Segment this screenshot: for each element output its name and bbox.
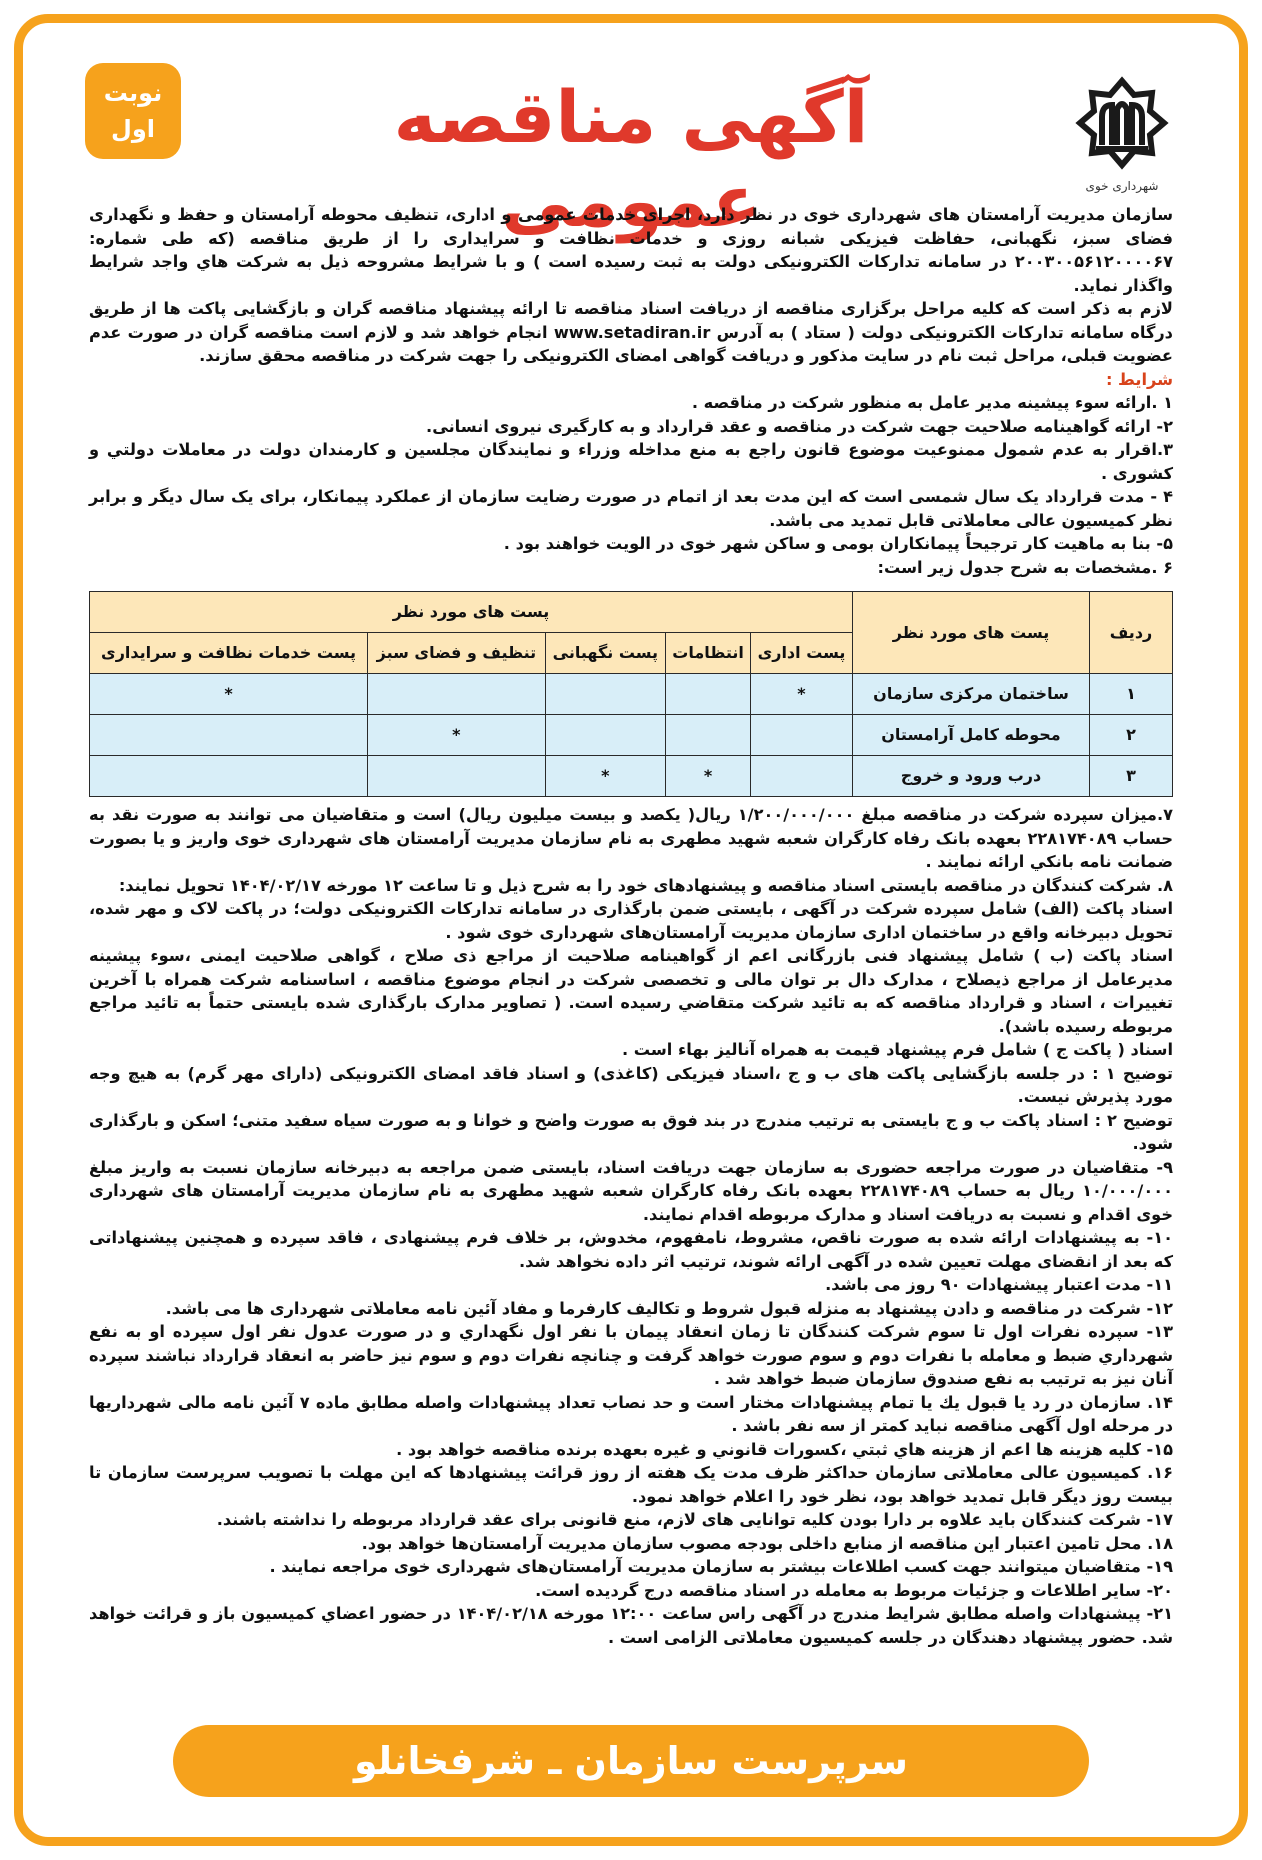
header-office-post: پست اداری [750, 633, 852, 674]
conditions-heading: شرایط : [1105, 369, 1173, 389]
condition-item: ۱۸. محل تامین اعتبار این مناقصه از منابع داخلی بودجه مصوب سازمان مدیریت آرامستان‌ها خواهد بود. [361, 1533, 1173, 1553]
condition-item: ۱۷- شرکت کنندگان باید علاوه بر دارا بودن کلیه توانایی های لازم، منع قانونی برای عقد قرارداد مربوطه را نداشته باشند. [216, 1510, 1173, 1529]
row-location: ساختمان مرکزی سازمان [853, 674, 1090, 715]
notice-body [89, 203, 1173, 1649]
row-location: محوطه کامل آرامستان [853, 715, 1090, 756]
row-cell [750, 715, 852, 756]
condition-item: اسناد ( پاکت ج ) شامل فرم پیشنهاد قیمت به همراه آنالیز بهاء است . [621, 1040, 1173, 1059]
condition-item: ۶ .مشخصات به شرح جدول زیر است: [877, 557, 1173, 577]
condition-item: ۱۴. سازمان در رد یا قبول یك یا تمام پیشنهادات مختار است و حد نصاب تعداد پیشنهادات واصله مطابق ماده ۷ آئین نامه مالی شهرداریها در مرحله اول آگهی مناقصه نباید کمتر از سه نفر باشد . [89, 1392, 1173, 1435]
table-header-row [90, 592, 1173, 633]
row-cell: * [750, 674, 852, 715]
condition-item: ۱۳- سپرده نفرات اول تا سوم شرکت کنندگان تا زمان انعقاد پیمان با نفر اول نگهداري و در صورت عدول نفر اول سپرده او به نفع شهرداري ضبط و معامله با نفرات دوم و سوم صورت خواهد گرفت و چنانچه نفرات دوم و سوم نیز حاضر به انعقاد قرارداد نباشند سپرده آنان نیز به ترتیب به نفع صندوق سازمان ضبط خواهد شد . [89, 1322, 1173, 1388]
condition-item: ۱۶. کمیسیون عالی معاملاتی سازمان حداکثر ظرف مدت یک هفته از روز قرائت پیشنهادها که این مهلت با تصویب سرپرست سازمان تا بیست روز دیگر قابل تمدید خواهد بود، نظر خود را اعلام خواهد نمود. [89, 1463, 1173, 1506]
table-row [90, 756, 1173, 797]
notice-title: آگهی مناقصه عمومی [393, 75, 869, 243]
badge-line-2: اول [111, 115, 155, 143]
condition-item: ۸. شرکت کنندگان در مناقصه بایستی اسناد مناقصه و پیشنهادهای خود را به شرح ذیل و تا ساعت ۱۲ مورخه ۱۴۰۴/۰۲/۱۷ تحویل نمایند: [118, 875, 1173, 895]
condition-item: ۲- ارائه گواهینامه صلاحیت جهت شرکت در مناقصه و عقد قرارداد و به کارگیری نیروی انسانی. [426, 416, 1173, 436]
row-cell [666, 674, 751, 715]
row-cell [368, 756, 545, 797]
row-location: درب ورود و خروج [853, 756, 1090, 797]
condition-item: ۳.اقرار به عدم شمول ممنوعیت موضوع قانون راجع به منع مداخله وزراء و نمایندگان مجلسین و کارمندان دولت در معاملات دولتي و کشوری . [89, 440, 1173, 483]
condition-item: ۱۱- مدت اعتبار پیشنهادات ۹۰ روز می باشد. [825, 1275, 1173, 1294]
signature-banner: سرپرست سازمان ـ شرفخانلو [173, 1725, 1089, 1797]
notice-frame [14, 14, 1248, 1846]
row-cell: * [90, 674, 368, 715]
condition-item: توضیح ۲ : اسناد پاکت ب و ج بایستی به ترتیب مندرج در بند فوق به صورت واضح و خوانا و به صورت سیاه سفید متنی؛ اسکن و بارگذاری شود. [89, 1110, 1173, 1153]
logo-caption: شهرداری خوی [1085, 179, 1159, 193]
header-janitor-post: پست خدمات نظافت و سرایداری [90, 633, 368, 674]
badge-line-1: نوبت [103, 79, 163, 107]
row-cell [545, 715, 666, 756]
row-cell [750, 756, 852, 797]
header-row-number: ردیف [1090, 592, 1173, 674]
municipality-logo [1067, 73, 1177, 203]
condition-item: ۱۵- کلیه هزینه ها اعم از هزینه هاي ثبتي ،کسورات قانوني و غیره بعهده برنده مناقصه خواهد بود . [396, 1439, 1173, 1459]
condition-item: توضیح ۱ : در جلسه بازگشایی پاکت های ب و ج ،اسناد فیزیکی (کاغذی) و اسناد فاقد امضای الکترونیکی (دارای مهر گرم) به هیچ وجه مورد پذیرش نیست. [89, 1063, 1173, 1106]
condition-item: ۷.میزان سپرده شرکت در مناقصه مبلغ ۱/۲۰۰/۰۰۰/۰۰۰ ریال( یکصد و بیست میلیون ریال) است و متقاضیان می توانند به صورت نقد به حساب ۲۲۸۱۷۴۰۸۹ بعهده بانک رفاه کارگران شعبه شهید مطهری به نام سازمان مدیریت آرامستان های شهرداری خوی واریز و یا بصورت ضمانت نامه بانکي ارائه نمایند . [89, 805, 1173, 871]
row-cell [666, 715, 751, 756]
condition-item: ۱ .ارائه سوء پیشینه مدیر عامل به منظور شرکت در مناقصه . [691, 393, 1173, 412]
row-number: ۲ [1090, 715, 1173, 756]
intro-paragraph-2: لازم به ذکر است که کلیه مراحل برگزاری مناقصه از دریافت اسناد مناقصه تا ارائه پیشنهاد مناقصه گران و بازگشایی پاکت ها از طریق درگاه سامانه تدارکات الکترونیکی دولت ( ستاد ) به آدرس www.setadiran.ir انجام خواهد شد و لازم است مناقصه گران در صورت عدم عضویت قبلی، مراحل ثبت نام در سایت مذکور و دریافت گواهی امضای الکترونیکی را جهت شرکت در مناقصه محقق سازند. [89, 299, 1173, 365]
row-cell: * [545, 756, 666, 797]
municipality-emblem-icon [1072, 73, 1172, 173]
condition-item: ۹- متقاضیان در صورت مراجعه حضوری به سازمان جهت دریافت اسناد، بایستی ضمن مراجعه به دبیرخانه سازمان نسبت به واریز مبلغ ۱۰/۰۰۰/۰۰۰ ریال به حساب ۲۲۸۱۷۴۰۸۹ بعهده بانک رفاه کارگران شعبه شهید مطهری به نام سازمان مدیریت آرامستان های شهرداری خوی اقدام و نسبت به دریافت اسناد و مدارک مربوطه اقدام نمایند. [89, 1157, 1173, 1224]
row-cell: * [666, 756, 751, 797]
row-cell [90, 715, 368, 756]
first-notice-badge [85, 63, 181, 159]
header-cleaning-green-post: تنظیف و فضای سبز [368, 633, 545, 674]
row-cell [545, 674, 666, 715]
intro-paragraph-1: سازمان مدیریت آرامستان های شهرداری خوی در نظر دارد، اجرای خدمات عمومی و اداری، تنظیف محوطه آرامستان و حفظ و نگهداری فضای سبز، نگهبانی، حفاظت فیزیکی شبانه روزی و خدمات نظافت و سرایداری را از طریق مناقصه (که طی شماره: ۲۰۰۳۰۰۵۶۱۲۰۰۰۰۶۷ در سامانه تدارکات الکترونیکی دولت به ثبت رسیده است ) و با شرایط مشروحه ذیل به شرکت هاي واجد شرايط واگذار نماید. [89, 205, 1173, 295]
condition-item: ۱۲- شرکت در مناقصه و دادن پیشنهاد به منزله قبول شروط و تکالیف کارفرما و مفاد آئین نامه معاملاتی شهرداری ها می باشد. [165, 1298, 1173, 1318]
condition-item: ۵- بنا به ماهیت کار ترجیحاً پیمانکاران بومی و ساکن شهر خوی در الویت خواهند بود . [503, 534, 1173, 553]
table-row [90, 674, 1173, 715]
condition-item: ۴ - مدت قرارداد یک سال شمسی است که این مدت بعد از اتمام در صورت رضایت سازمان از عملکرد پیمانکار، برای یک سال دیگر و برابر نظر کمیسیون عالی معاملاتی قابل تمدید می باشد. [89, 487, 1173, 530]
posts-table [89, 591, 1173, 797]
header-guard-post: پست نگهبانی [545, 633, 666, 674]
condition-item: ۲۰- سایر اطلاعات و جزئیات مربوط به معامله در اسناد مناقصه درج گردیده است. [535, 1580, 1173, 1600]
condition-item: ۲۱- پیشنهادات واصله مطابق شرایط مندرج در آگهی راس ساعت ۱۲:۰۰ مورخه ۱۴۰۴/۰۲/۱۸ در حضور اعضاي کمیسیون باز و قرائت خواهد شد. حضور پیشنهاد دهندگان در جلسه کمیسیون معاملاتی الزامی است . [89, 1604, 1174, 1647]
row-cell [90, 756, 368, 797]
row-cell [368, 674, 545, 715]
condition-item: ۱۰- به پیشنهادات ارائه شده به صورت ناقص، مشروط، نامفهوم، مخدوش، بر خلاف فرم پیشنهادی ، فاقد سپرده و همچنین پیشنهاداتی که بعد از انقضای مهلت تعیین شده در آگهی ارائه شوند، ترتیب اثر داده نخواهد شد. [89, 1228, 1173, 1271]
row-cell: * [368, 715, 545, 756]
header-posts-group: پست های مورد نظر [90, 592, 853, 633]
row-number: ۱ [1090, 674, 1173, 715]
header-security-post: انتظامات [666, 633, 751, 674]
condition-item: اسناد پاکت (الف) شامل سپرده شرکت در آگهی ، بایستی ضمن بارگذاری در سامانه تدارکات الکترونیکی دولت؛ در پاکت لاک و مهر شده، تحویل دبیرخانه واقع در ساختمان اداری سازمان مدیریت آرامستان‌های شهرداری خوی شود . [89, 899, 1173, 942]
condition-item: ۱۹- متقاضیان میتوانند جهت کسب اطلاعات بیشتر به سازمان مدیریت آرامستان‌های شهرداری خوی مراجعه نمایند . [269, 1557, 1173, 1576]
row-number: ۳ [1090, 756, 1173, 797]
table-row [90, 715, 1173, 756]
header-location: پست های مورد نظر [853, 592, 1090, 674]
condition-item: اسناد پاکت (ب ) شامل پیشنهاد فنی بازرگانی اعم از گواهینامه صلاحیت از مراجع ذی صلاح ، گواهی صلاحیت ایمنی ،سوء پیشینه مدیرعامل از مراجع ذیصلاح ، مدارک دال بر توان مالی و تخصصی شرکت در انجام موضوع مناقصه ، اساسنامه شرکت همراه با آخرین تغییرات ، اسناد و قرارداد مناقصه که به تائید شرکت متقاضي رسیده است. ( تصاویر مدارک بارگذاری شده بایستی حتماً به تائید مراجع مربوطه رسیده باشد). [89, 946, 1173, 1036]
